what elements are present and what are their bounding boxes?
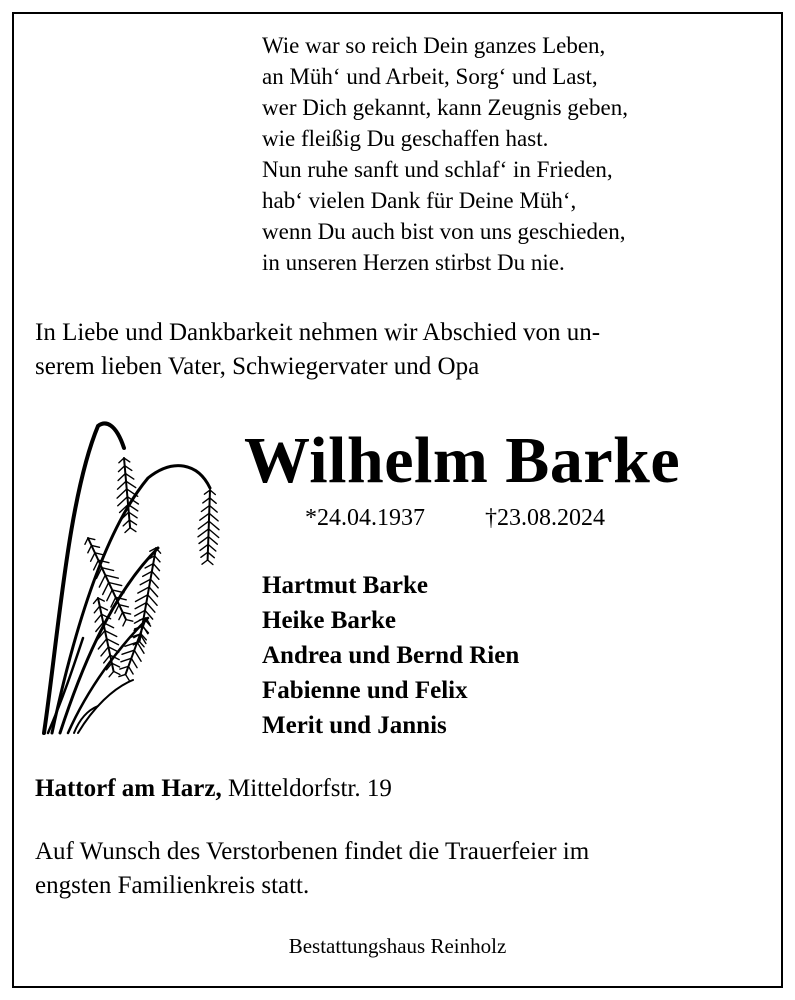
note-line: engsten Familienkreis statt. [35, 872, 310, 899]
poem-line: Nun ruhe sanft und schlaf‘ in Frieden, [262, 157, 613, 182]
address-street: Mitteldorfstr. 19 [227, 775, 392, 802]
intro-line: serem lieben Vater, Schwiegervater und Opa [35, 353, 480, 380]
grass-ears-icon [38, 418, 238, 738]
family-member: Heike Barke [262, 607, 397, 634]
poem-line: Wie war so reich Dein ganzes Leben, [262, 33, 606, 58]
deceased-name: Wilhelm Barke [244, 424, 681, 497]
family-member: Hartmut Barke [262, 572, 428, 599]
life-dates [305, 500, 605, 536]
address [35, 772, 392, 806]
poem-line: wenn Du auch bist von uns geschieden, [262, 219, 626, 244]
death-date: †23.08.2024 [485, 505, 605, 531]
family-member: Andrea und Bernd Rien [262, 642, 520, 669]
family-list [262, 568, 519, 743]
poem-line: wie fleißig Du geschaffen hast. [262, 126, 549, 151]
note-line: Auf Wunsch des Verstorbenen findet die Trauerfeier im [35, 838, 590, 865]
poem-line: hab‘ vielen Dank für Deine Müh‘, [262, 188, 577, 213]
family-member: Merit und Jannis [262, 712, 447, 739]
birth-date: *24.04.1937 [305, 505, 425, 531]
undertaker-name: Bestattungshaus Reinholz [288, 934, 507, 958]
family-member: Fabienne und Felix [262, 677, 468, 704]
intro-text [35, 316, 600, 384]
poem-line: wer Dich gekannt, kann Zeugnis geben, [262, 95, 628, 120]
poem-line: an Müh‘ und Arbeit, Sorg‘ und Last, [262, 64, 598, 89]
poem [262, 30, 628, 278]
address-city: Hattorf am Harz, [35, 775, 222, 802]
intro-line: In Liebe und Dankbarkeit nehmen wir Abschied von un- [35, 319, 601, 346]
funeral-note [35, 835, 589, 903]
poem-line: in unseren Herzen stirbst Du nie. [262, 250, 565, 275]
